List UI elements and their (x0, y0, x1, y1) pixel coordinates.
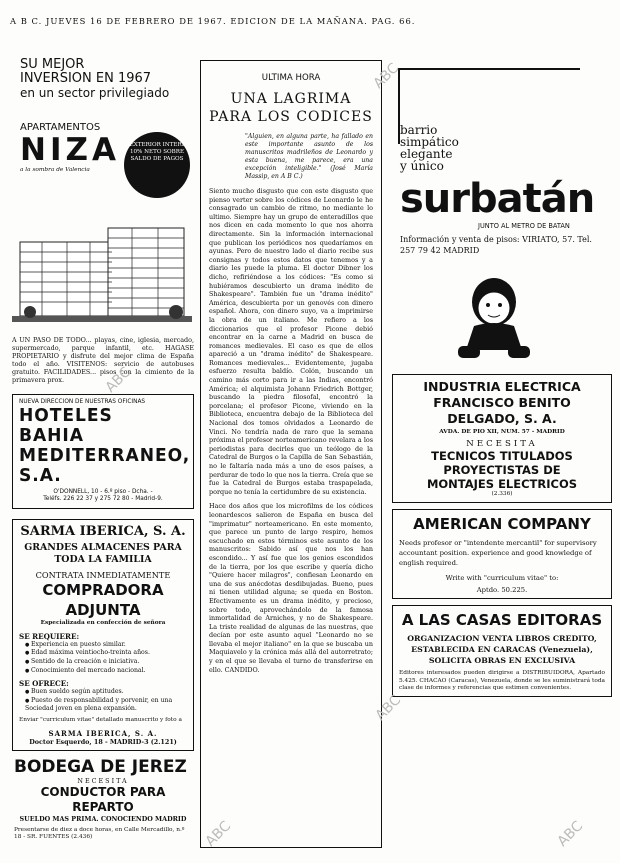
industria-p2: PROYECTISTAS DE (443, 463, 561, 478)
hoteles-tel: Teléfs. 226 22 37 y 275 72 80 - Madrid-9. (43, 496, 163, 503)
surbatan-text4: y único (400, 159, 444, 173)
sarma-sub1: GRANDES ALMACENES PARA (24, 541, 182, 553)
american-ad (392, 509, 612, 599)
list-item: ● Sentido de la creación e iniciativa. (25, 658, 187, 667)
bodega-body: Presentarse de diez a doce horas, en Calle Mercadillo, n.º 18 - SR. FUENTES (2.436) (14, 827, 185, 841)
american-body: Needs profesor or "intendente mercantil" for supervisory accountant position. experience and good knowledge of english required. (399, 539, 597, 568)
watermark: ABC (370, 60, 403, 92)
article-body-2: Hace dos años que los microfilms de los códices leonardescos salieron de España en busca del "imprimatur" norteamericano. En este momento, que parece un punto de largo respiro, hemos escuchado en estos términos este asunto de los manuscritos: Sabido así que nos los han escondido... Y así fue que los genios escondidos de la tierra, por los que escribe y quería dicho "Quiere hacer milagros", confiesan Leonardo en una de sus anécdotas desdibujadas. Bueno, pues ni tienen utilidad alguna; se queda en Boston. Efectivamente es un drama inédito, y precioso, sobre todo, aprovechándolo de la famosa inmortalidad de Arniches, y no de Shakespeare. La triste realidad de algunas de las nuestras, que decían por este asunto aquel "Leonardo no se llevaba el mejor italiano" en la que se buscaba un Maquiavelo y la crónica más allá del autorretrato; y en el que se llevaba el turno de transferirse en ello. CANDIDO. (209, 502, 373, 674)
surbatan-text-group (400, 124, 459, 172)
list-item: ● Puesto de responsabilidad y porvenir, en una Sociedad joven en plena expansión. (25, 697, 187, 713)
industria-ref: (2.336) (491, 491, 513, 498)
sarma-contrata: CONTRATA INMEDIATAMENTE (35, 569, 171, 580)
hoteles-ad (12, 394, 194, 509)
baby-photo (448, 268, 546, 366)
article-quote: "Alguien, en alguna parte, ha fallado en este importante asunto de los manuscritos madrileños de Leonardo y esta buena, me parece, era una excepción inteligible." (José María Massip, en A B C.) (245, 133, 373, 180)
sarma-req-list (19, 641, 187, 675)
hoteles-head: NUEVA DIRECCION DE NUESTRAS OFICINAS (19, 399, 146, 405)
american-apt: Aptdo. 50.225. (476, 586, 528, 595)
niza-line3: en un sector privilegiado (20, 86, 170, 100)
niza-line2: INVERSION EN 1967 (20, 71, 152, 86)
industria-p1: TECNICOS TITULADOS (431, 449, 573, 464)
article-column (200, 60, 382, 848)
hoteles-name2: MEDITERRANEO, S.A. (19, 445, 191, 487)
list-item: ● Edad máxima veintiocho-treinta años. (25, 649, 187, 658)
watermark: ABC (102, 364, 135, 396)
industria-addr: AVDA. DE PIO XII, NUM. 57 - MADRID (439, 429, 565, 435)
surbatan-tag: JUNTO AL METRO DE BATAN (478, 222, 570, 230)
list-item: ● Buen sueldo según aptitudes. (25, 688, 187, 697)
bodega-ad (12, 757, 194, 841)
casas-body: ORGANIZACION VENTA LIBROS CREDITO, ESTABLECIDA EN CARACAS (Venezuela), SOLICITA OBRAS EN EXCLUSIVA (407, 634, 597, 666)
hoteles-addr: O'DONNELL, 10 - 6.º piso - Dcha. - (53, 489, 153, 496)
watermark: ABC (202, 818, 235, 850)
bodega-title: BODEGA DE JEREZ (14, 757, 187, 778)
list-item: ● Experiencia en puesto similar. (25, 641, 187, 650)
niza-line1: SU MEJOR (20, 57, 85, 72)
surbatan-text1: barrio (400, 123, 438, 137)
sarma-title: SARMA IBERICA, S. A. (20, 523, 186, 539)
article-title-1: UNA LAGRIMA (230, 91, 352, 107)
interest-badge-text: ...EXTERIOR INTERES 10% NETO SOBRE SALDO DE PAGOS (124, 142, 190, 162)
bodega-position: CONDUCTOR PARA REPARTO (40, 785, 166, 815)
american-write: Write with "curriculum vitae" to: (445, 574, 559, 583)
casas-small: Editores interesados pueden dirigirse a DISTRIBUIDORA, Apartado 5.425. CHACAO (Caracas), Venezuela, donde se les suministrará toda clase de informes y referencias que estimen convenientes. (399, 670, 605, 691)
interest-badge (124, 132, 190, 198)
right-column (392, 58, 612, 697)
sarma-ad (12, 519, 194, 752)
sarma-addr1: SARMA IBERICA, S. A. (48, 729, 158, 739)
casas-title: A LAS CASAS EDITORAS (401, 611, 603, 630)
article-title-2: PARA LOS CODICES (209, 109, 373, 125)
niza-slogan: a la sombra de Valencia (20, 167, 90, 173)
sarma-req-head: SE REQUIERE: (19, 631, 80, 641)
sarma-sub2: TODA LA FAMILIA (54, 553, 152, 565)
niza-body: A UN PASO DE TODO... playas, cine, iglesia, mercado, supermercado, parque infantil, etc. HAGASE PROPIETARIO y disfrute del mejor clima de España todo el año. VISITENOS: servicio de autobuses gratuito. FACILIDADES... pisos con la cimiento de la primavera prox. (12, 336, 194, 384)
surbatan-text3: elegante (400, 147, 453, 161)
industria-l3: DELGADO, S. A. (447, 411, 557, 426)
industria-p3: MONTAJES ELECTRICOS (426, 477, 578, 492)
building-illustration (12, 222, 192, 330)
sarma-ofr-list (19, 688, 187, 713)
hoteles-name1: HOTELES BAHIA (19, 405, 113, 447)
surbatan-name: surbatán (400, 176, 595, 222)
surbatan-info: Información y venta de pisos: VIRIATO, 57. Tel. 257 79 42 MADRID (400, 235, 592, 255)
industria-l2: FRANCISCO BENITO (433, 395, 571, 410)
left-column (12, 58, 194, 842)
watermark: ABC (554, 818, 587, 850)
niza-name: NIZA (20, 132, 120, 168)
niza-ad (12, 58, 194, 384)
industria-l1: INDUSTRIA ELECTRICA (423, 379, 581, 394)
industria-necesita: NECESITA (466, 439, 538, 450)
american-title: AMERICAN COMPANY (413, 515, 591, 534)
surbatan-ad (392, 58, 612, 368)
surbatan-text2: simpático (400, 135, 459, 149)
page-header: A B C. JUEVES 16 DE FEBRERO DE 1967. EDICION DE LA MAÑANA. PAG. 66. (10, 16, 416, 26)
sarma-addr2: Doctor Esquerdo, 18 - MADRID-3 (2.121) (29, 738, 177, 747)
industria-ad (392, 374, 612, 503)
watermark: ABC (372, 692, 405, 724)
bodega-necesita: NECESITA (77, 777, 129, 786)
list-item: ● Conocimiento del mercado nacional. (25, 667, 187, 676)
bodega-sueldo: SUELDO MAS PRIMA. CONOCIENDO MADRID (19, 815, 187, 824)
article-body-1: Siento mucho disgusto que con este disgusto que pienso verter sobre los códices de Leonardo le he consagrado un cambio de ritmo, no mediante lo ultimo. Siempre hay un grupo de enteradillos que nos dicen en cada momento lo que nos ahorra directamente. Sin la información internacional que publican los periódicos nos quedaríamos en ayunas. Pero de nuestro lado el diario recibe sus consignas y todos estos datos que tenemos y a diario les puede la pluma. El doctor Dibner los dicho, refiriéndose a los códices: "Es como si hubiéramos descubierto un drama inédito de Shakespeare". También fue un "drama inédito" América, descubierta por un genovés con dinero español. Ahora, con dinero suyo, va a imprimirse la obra de un italiano. Me refiero a los diccionarios que el profesor Picone debió encontrar en la carne a Madrid en busca de romances medievales. El caso es que de ellos apareció a un "drama inédito" de Shakespeare. Romances medievales... Evidentemente, jugaba esfuerzo resulta baldío. Colón, buscando un camino más corto para ir a las Indias, encontró América; el alquimista Johann Friedrich Bottger, buscando la piedra filosofal, encontró la porcelana; el profesor Picone, viviendo en la Biblioteca, encuentra debajo de la Biblioteca del Nacional dos tomos olvidados a Leonardo de Vinci. No tendría nada de raro que la semana próxima el profesor norteamericano revelara a los periodistas para decirles que un teólogo de la Catedral de Burgos o la Capilla de San Sebastián, no le faltaría nada más a uno de esos países, a perdurar de todo lo que nos la tierra. Creía que se fue la Catedral de Burgos estaba traspapelada, porque no tenía la certidumbre de su existencia. (209, 187, 373, 496)
article-kicker: ULTIMA HORA (261, 73, 321, 83)
niza-apartamentos: APARTAMENTOS (20, 122, 101, 133)
sarma-spec: Especializada en confección de señora (40, 619, 166, 626)
sarma-send: Enviar "curriculum vitae" detallado manuscrito y foto a (19, 716, 182, 723)
sarma-position: COMPRADORA ADJUNTA (42, 580, 164, 619)
casas-ad (392, 605, 612, 697)
sarma-ofr-head: SE OFRECE: (19, 679, 69, 689)
